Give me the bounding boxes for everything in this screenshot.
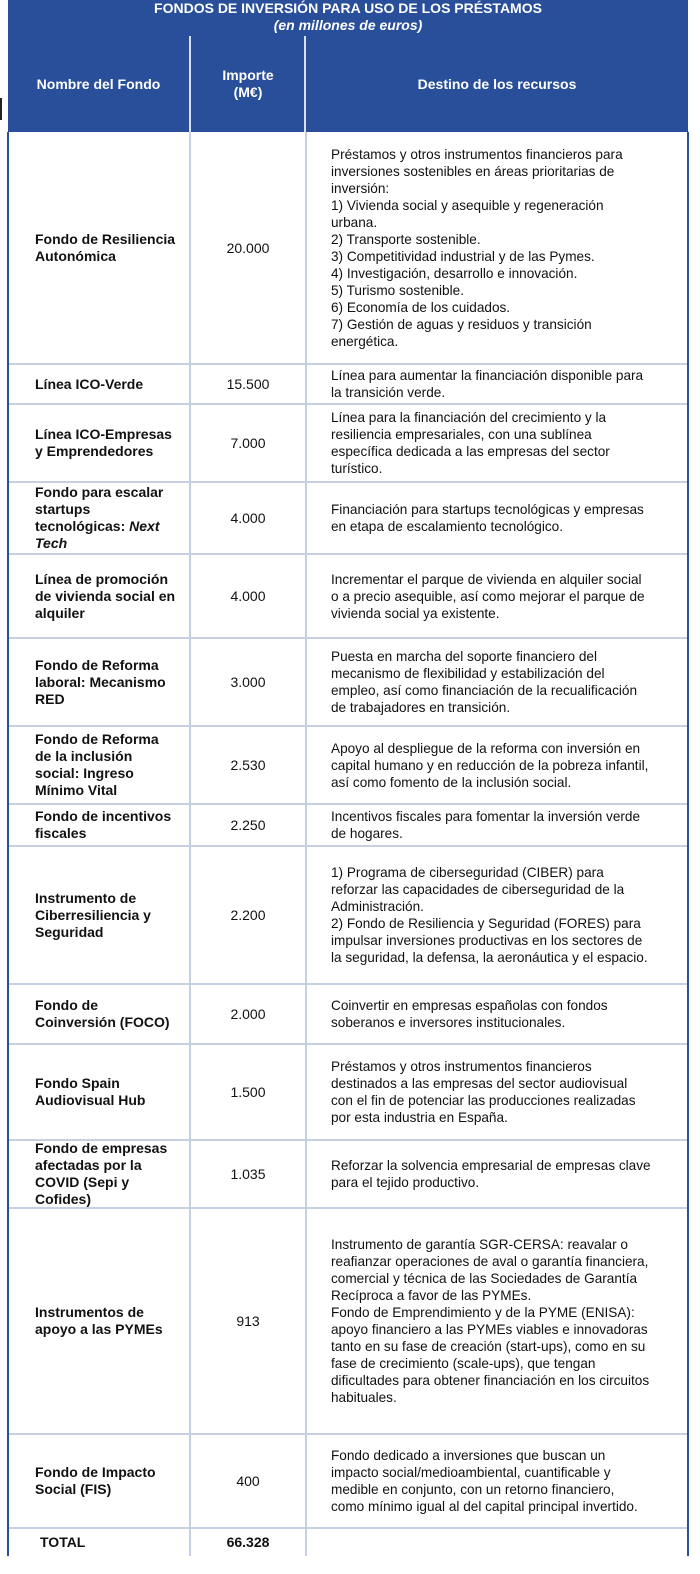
fund-amount: 20.000: [226, 239, 270, 256]
table-row: [8, 1208, 688, 1434]
text-line: de trabajadores en transición.: [331, 700, 511, 715]
cell-text: [35, 808, 171, 842]
text-line: Fondo de Resiliencia: [35, 231, 176, 247]
text-line: destinados a las empresas del sector audiovisual: [331, 1076, 628, 1091]
text-line: de vivienda social en: [35, 587, 176, 604]
table-row: [8, 132, 688, 364]
text-line: dificultades para obtener financiación en los circuitos: [331, 1373, 650, 1388]
text-line: urbana.: [331, 215, 378, 230]
cell-text: [331, 1157, 651, 1191]
cell-text: [35, 1140, 167, 1208]
fund-amount: 400: [236, 1472, 260, 1489]
text-line: social: Ingreso: [35, 765, 134, 781]
cell-text: [35, 890, 151, 941]
fund-name-cell: [8, 554, 189, 638]
text-line: habituales.: [331, 1390, 397, 1405]
fund-destination-cell: [307, 804, 688, 846]
text-line: de hogares.: [331, 826, 403, 841]
text-line: Apoyo al despliegue de la reforma con inversión en: [331, 740, 641, 756]
table-row: [8, 846, 688, 984]
text-line: Préstamos y otros instrumentos financieros: [331, 1059, 592, 1074]
text-line: fiscales: [35, 825, 87, 841]
table-row: [8, 1140, 688, 1208]
cell-text: [331, 146, 623, 350]
cell-text: [331, 501, 644, 535]
fund-name-cell: [8, 1044, 189, 1140]
text-line: Fondo de: [35, 997, 98, 1013]
text-line: afectadas por la: [35, 1157, 142, 1173]
text-line: soberanos e inversores institucionales.: [331, 1015, 566, 1030]
text-line: Cofides): [35, 1191, 91, 1207]
fund-name-cell: [8, 1208, 189, 1434]
fund-destination-cell: [307, 482, 688, 554]
fund-destination-cell: [307, 726, 688, 804]
text-line: Financiación para startups tecnológicas y empresas: [331, 502, 644, 517]
text-line: 4) Investigación, desarrollo e innovación.: [331, 266, 578, 281]
cell-text: [331, 1447, 638, 1515]
text-line: para el tejido productivo.: [331, 1175, 480, 1190]
fund-name-cell: [8, 482, 189, 554]
total-row: [8, 1528, 688, 1556]
text-line: impulsar inversiones productivas en los sectores de: [331, 933, 643, 948]
text-line: fase de crecimiento (scale-ups), que tengan: [331, 1356, 596, 1371]
fund-name-cell: [8, 804, 189, 846]
fund-destination-cell: [307, 1044, 688, 1140]
funds-table: [8, 132, 688, 1572]
fund-name-italic: Next Tech: [35, 518, 160, 551]
text-line: 3) Competitividad industrial y de las Pymes.: [331, 249, 595, 264]
fund-amount: 2.530: [230, 756, 266, 773]
text-line: Línea ICO-Verde: [35, 375, 144, 392]
table-row: [8, 726, 688, 804]
fund-amount: 3.000: [230, 673, 266, 690]
text-line: y Emprendedores: [35, 443, 154, 459]
cell-text: [331, 571, 645, 622]
table-subtitle: (en millones de euros): [273, 17, 423, 33]
cell-text: [35, 231, 175, 265]
table-row: [8, 638, 688, 726]
text-line: Línea para la financiación del crecimiento y la: [331, 410, 607, 425]
cell-text: [331, 1236, 649, 1406]
text-line: Seguridad: [35, 923, 104, 940]
table-right-edge: [687, 132, 689, 1556]
fund-name-cell: [8, 846, 189, 984]
table-left-edge: [7, 132, 9, 1556]
cell-text: [331, 808, 640, 842]
text-line: inversión:: [331, 181, 390, 196]
text-line: mecanismo de flexibilidad y estabilización del: [331, 666, 605, 681]
text-line: apoyo a las PYMEs: [35, 1321, 163, 1337]
text-line: Audiovisual Hub: [35, 1092, 146, 1108]
text-line: Administración.: [331, 899, 424, 914]
table-header: [8, 0, 688, 132]
text-line: Coinvertir en empresas españolas con fondos: [331, 998, 608, 1013]
fund-amount: 913: [236, 1312, 260, 1329]
text-line: reforzar las capacidades de ciberseguridad de la: [331, 882, 625, 897]
table-row: [8, 404, 688, 482]
fund-amount: 1.035: [230, 1165, 266, 1182]
fund-name-cell: [8, 1434, 189, 1528]
text-line: Ciberresiliencia y: [35, 906, 151, 923]
cell-text: [35, 997, 170, 1031]
text-line: Fondo de incentivos: [35, 808, 172, 824]
table-row: [8, 984, 688, 1044]
fund-amount: 2.000: [230, 1005, 266, 1022]
cell-text: [331, 740, 648, 791]
text-line: Incrementar el parque de vivienda en alquiler social: [331, 571, 642, 587]
text-line: Coinversión (FOCO): [35, 1014, 170, 1030]
text-line: tanto en su fase de creación (start-ups), como en su: [331, 1339, 646, 1354]
text-line: impacto social/medioambiental, cuantificable y: [331, 1465, 611, 1480]
text-line: Línea de promoción: [35, 570, 169, 587]
text-line: Instrumentos de: [35, 1304, 144, 1320]
total-label: TOTAL: [40, 1533, 86, 1550]
text-line: Fondo de Emprendimiento y de la PYME (ENISA):: [331, 1305, 635, 1320]
fund-destination-cell: [307, 984, 688, 1044]
cell-text: [35, 426, 172, 460]
cell-text: [35, 1075, 145, 1109]
fund-destination-cell: [307, 846, 688, 984]
text-line: 1) Vivienda social y asequible y regeneración: [331, 198, 604, 213]
table-title: FONDOS DE INVERSIÓN PARA USO DE LOS PRÉSTAMOS: [154, 0, 542, 16]
cell-text: [35, 484, 189, 552]
text-line: Puesta en marcha del soporte financiero del: [331, 649, 597, 664]
text-line: alquiler: [35, 604, 85, 621]
text-line: startups: [35, 501, 91, 517]
text-line: 2) Fondo de Resiliencia y Seguridad (FORES) para: [331, 916, 641, 931]
text-line: la transición verde.: [331, 385, 446, 400]
header-amount-line1: Importe: [222, 67, 274, 83]
text-line: específica dedicada a las empresas del sector: [331, 444, 610, 459]
fund-destination-cell: [307, 554, 688, 638]
table-row: [8, 554, 688, 638]
fund-name-cell: [8, 404, 189, 482]
cell-text: [331, 409, 610, 477]
cell-text: [331, 648, 637, 716]
text-line: vivienda social ya existente.: [331, 605, 500, 621]
fund-destination-cell: [307, 364, 688, 404]
text-line: Autonómica: [35, 248, 116, 264]
text-line: 2) Transporte sostenible.: [331, 232, 481, 247]
text-line: en etapa de escalamiento tecnológico.: [331, 519, 564, 534]
cell-text: [35, 376, 143, 393]
total-amount: 66.328: [226, 1533, 270, 1550]
cell-text: [35, 731, 159, 799]
table-row: [8, 1434, 688, 1528]
text-line: Instrumento de: [35, 889, 137, 906]
header-destination: Destino de los recursos: [417, 75, 577, 92]
fund-name-cell: [8, 726, 189, 804]
cell-text: [331, 864, 648, 966]
text-line: la seguridad, la defensa, la aeronáutica y el espacio.: [331, 950, 648, 965]
column-divider: [305, 132, 307, 1556]
text-line: Fondo dedicado a inversiones que buscan un: [331, 1448, 606, 1463]
text-line: como mínimo igual al del capital principal invertido.: [331, 1499, 638, 1514]
fund-destination-cell: [307, 132, 688, 364]
fund-amount: 15.500: [226, 375, 270, 392]
fund-name-cell: [8, 638, 189, 726]
text-line: energética.: [331, 334, 399, 349]
cell-text: [35, 571, 175, 622]
fund-name-cell: [8, 1140, 189, 1208]
text-line: tecnológicas: Next Tech: [35, 518, 160, 551]
fund-destination-cell: [307, 1208, 688, 1434]
text-line: reafianzar operaciones de aval o garantía financiera,: [331, 1254, 649, 1269]
fund-amount: 4.000: [230, 587, 266, 604]
table-row: [8, 482, 688, 554]
table-row: [8, 804, 688, 846]
fund-amount: 2.250: [230, 816, 266, 833]
text-line: con el fin de potenciar las producciones realizadas: [331, 1093, 636, 1108]
text-line: apoyo financiero a las PYMEs viables e innovadoras: [331, 1322, 648, 1337]
column-divider: [189, 132, 191, 1556]
text-line: Mínimo Vital: [35, 782, 118, 798]
text-line: Préstamos y otros instrumentos financieros para: [331, 147, 623, 162]
text-line: Fondo de Impacto: [35, 1464, 156, 1480]
text-line: Fondo de Reforma: [35, 731, 159, 747]
fund-name-cell: [8, 132, 189, 364]
text-line: Fondo de Reforma: [35, 656, 159, 673]
table-row: [8, 364, 688, 404]
text-line: Incentivos fiscales para fomentar la inversión verde: [331, 809, 641, 824]
text-line: turístico.: [331, 461, 383, 476]
header-amount-line2: (M€): [233, 84, 263, 100]
text-line: Reforzar la solvencia empresarial de empresas clave: [331, 1158, 651, 1173]
cell-text: [35, 1304, 163, 1338]
fund-amount: 7.000: [230, 434, 266, 451]
cell-text: [35, 1464, 156, 1498]
text-line: o a precio asequible, así como mejorar el parque de: [331, 588, 645, 604]
text-line: 1) Programa de ciberseguridad (CIBER) para: [331, 865, 604, 880]
cell-text: [35, 657, 166, 708]
text-line: 7) Gestión de aguas y residuos y transición: [331, 317, 592, 332]
text-line: inversiones sostenibles en áreas prioritarias de: [331, 164, 615, 179]
text-line: laboral: Mecanismo: [35, 673, 166, 690]
text-line: Línea para aumentar la financiación disponible para: [331, 368, 644, 383]
cell-text: [331, 1058, 636, 1126]
text-line: capital humano y en reducción de la pobreza infantil,: [331, 757, 649, 773]
text-line: COVID (Sepi y: [35, 1174, 130, 1190]
header-fund-name: Nombre del Fondo: [36, 75, 161, 92]
fund-destination-cell: [307, 404, 688, 482]
cell-text: [331, 997, 608, 1031]
fund-amount: 1.500: [230, 1083, 266, 1100]
text-line: 6) Economía de los cuidados.: [331, 300, 511, 315]
text-line: así como fomento de la inclusión social.: [331, 774, 572, 790]
text-line: Recíproca a favor de las PYMEs.: [331, 1288, 532, 1303]
text-line: Fondo Spain: [35, 1075, 120, 1091]
header-amount: [191, 36, 305, 132]
text-line: Fondo de empresas: [35, 1140, 168, 1156]
table-row: [8, 1044, 688, 1140]
text-line: Instrumento de garantía SGR-CERSA: reavalar o: [331, 1237, 628, 1252]
text-line: comercial y técnica de las Sociedades de Garantía: [331, 1271, 638, 1286]
text-line: RED: [35, 690, 65, 707]
text-line: Fondo para escalar: [35, 484, 164, 500]
text-line: Línea ICO-Empresas: [35, 426, 172, 442]
cell-text: [331, 367, 643, 401]
fund-destination-cell: [307, 1140, 688, 1208]
text-line: resiliencia empresariales, con una sublínea: [331, 427, 592, 442]
fund-name-cell: [8, 984, 189, 1044]
text-line: Social (FIS): [35, 1481, 112, 1497]
text-line: de la inclusión: [35, 748, 133, 764]
fund-name-cell: [8, 364, 189, 404]
fund-destination-cell: [307, 638, 688, 726]
fund-amount: 2.200: [230, 906, 266, 923]
text-line: 5) Turismo sostenible.: [331, 283, 464, 298]
fund-destination-cell: [307, 1434, 688, 1528]
fund-amount: 4.000: [230, 509, 266, 526]
text-line: por esta industria en España.: [331, 1110, 508, 1125]
text-line: empleo, así como financiación de la recualificación: [331, 683, 638, 698]
text-line: medible en conjunto, con un retorno financiero,: [331, 1482, 615, 1497]
margin-mark: [0, 98, 2, 120]
